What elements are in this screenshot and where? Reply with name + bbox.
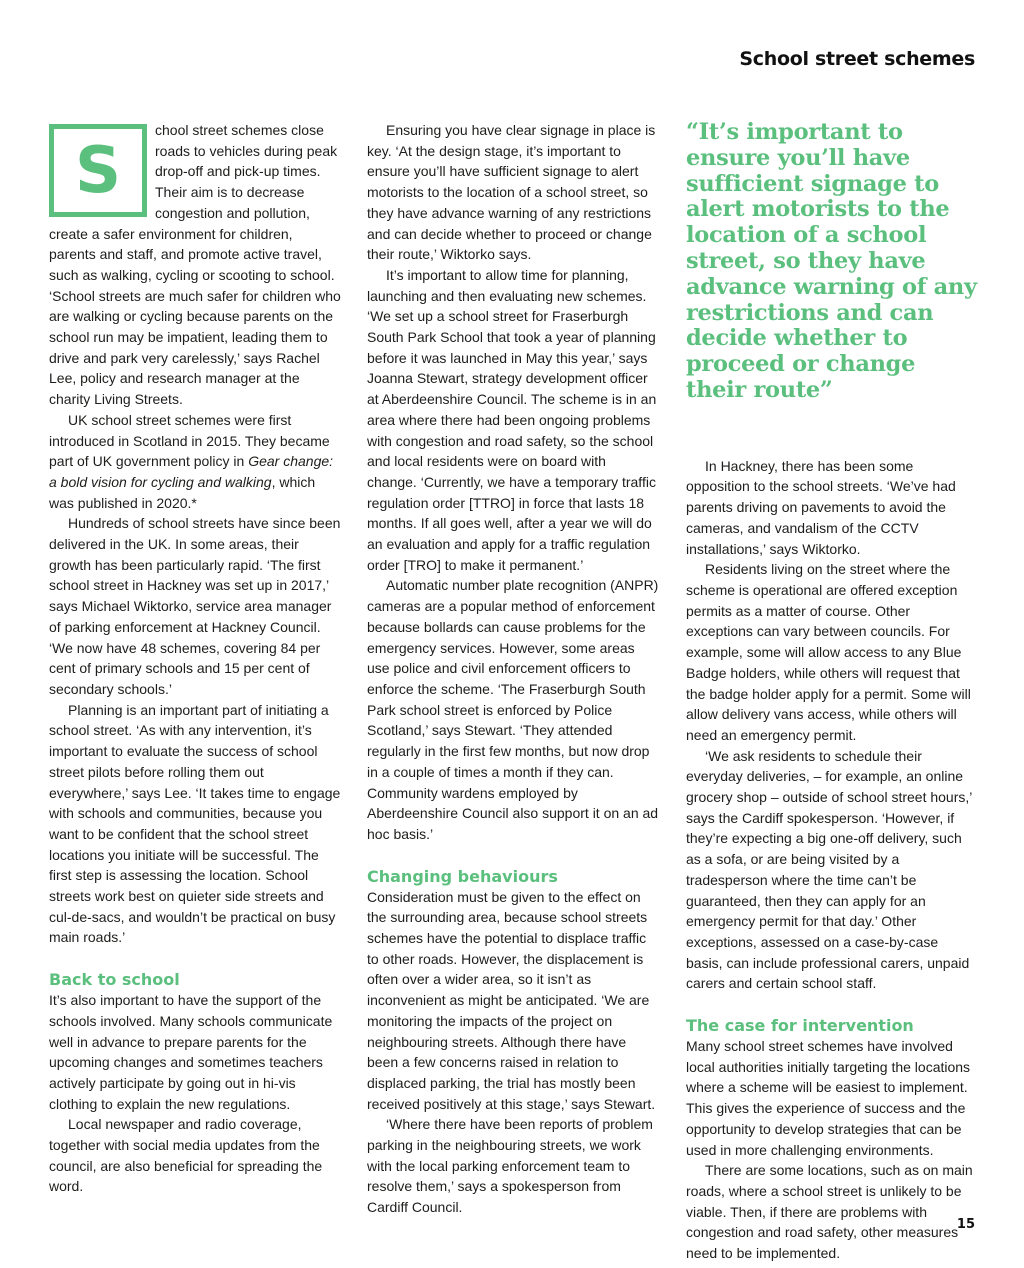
- publication-title: Gear change: a bold vision for cycling and walking: [49, 453, 334, 490]
- paragraph: Ensuring you have clear signage in place is key. ‘At the design stage, it’s important to ensure you’ll have sufficient signage to alert motorists to the location of a school street, so they have advance warning of any restrictions and can decide whether to proceed or change their route,’ Wiktorko says.: [367, 122, 656, 263]
- paragraph: There are some locations, such as on main roads, where a school street is unlikely to be viable. Then, if there are problems with congestion and road safety, other measures need to be implemented.: [686, 1162, 973, 1262]
- page-number: 15: [956, 1217, 975, 1232]
- paragraph: chool street schemes close roads to vehicles during peak drop-off and pick-up times. Their aim is to decrease congestion and pollution, create a safer environment for children, parents and staff, and promote active travel, such as walking, cycling or scooting to school. ‘School streets are much safer for children who are walking or cycling because parents on the school run may be impatient, leading them to drive and park very carelessly,’ says Rachel Lee, policy and research manager at the charity Living Streets.: [49, 122, 341, 408]
- subheading: The case for intervention: [686, 1016, 914, 1036]
- subheading: Changing behaviours: [367, 866, 558, 886]
- article-column-2: [367, 120, 659, 1218]
- paragraph: In Hackney, there has been some opposition to the school streets. ‘We’ve had parents driving on pavements to avoid the cameras, and vandalism of the CCTV installations,’ says Wiktorko.: [686, 457, 956, 557]
- paragraph: Residents living on the street where the scheme is operational are offered exception permits as a matter of course. Other exceptions can vary between councils. For example, some will allow access to any Blue Badge holders, while others will request that the badge holder apply for a permit. Some will allow delivery vans access, while others will need an emergency permit.: [686, 561, 971, 743]
- spacer: [686, 404, 978, 456]
- pull-quote: “It’s important to ensure you’ll have sufficient signage to alert motorists to the location of a school street, so they have advance warning of any restrictions and can decide whether to proceed or change their route”: [686, 119, 977, 403]
- paragraph: It’s also important to have the support of the schools involved. Many schools communicate well in advance to prepare parents for the upcoming changes and sometimes teachers actively participate by going out in hi-vis clothing to explain the new regulations.: [49, 992, 333, 1112]
- paragraph: Hundreds of school streets have since been delivered in the UK. In some areas, their growth has been particularly rapid. ‘The first school street in Hackney was set up in 2017,’ says Michael Wiktorko, service area manager of parking enforcement at Hackney Council. ‘We now have 48 schemes, covering 84 per cent of primary schools and 15 per cent of secondary schools.’: [49, 515, 341, 697]
- paragraph: Many school street schemes have involved local authorities initially targeting the locations where a scheme will be easiest to implement. This gives the experience of success and the opportunity to develop strategies that can be used in more challenging environments.: [686, 1038, 971, 1158]
- paragraph: Local newspaper and radio coverage, together with social media updates from the council, are also beneficial for spreading the word.: [49, 1116, 323, 1195]
- paragraph: Planning is an important part of initiating a school street. ‘As with any intervention, it’s important to evaluate the success of school street pilots before rolling them out everywhere,’ says Lee. ‘It takes time to engage with schools and communities, because you want to be confident that the school street locations you initiate will be successful. The first step is assessing the location. School streets work best on quieter side streets and cul-de-sacs, and wouldn’t be practical on busy main roads.’: [49, 701, 341, 946]
- paragraph: UK school street schemes were first introduced in Scotland in 2015. They became part of UK government policy in Gear change: a bold vision for cycling and walking, which was published in 2020.*: [49, 411, 334, 511]
- subheading: Back to school: [49, 970, 180, 990]
- article-column-1: [49, 120, 341, 1197]
- paragraph: Automatic number plate recognition (ANPR) cameras are a popular method of enforcement because bollards can cause problems for the emergency services. However, some areas use police and civil enforcement officers to enforce the scheme. ‘The Fraserburgh South Park school street is enforced by Police Scotland,’ says Stewart. ‘They attended regularly in the first few months, but now drop in a couple of times a month if they can. Community wardens employed by Aberdeenshire Council also support it on an ad hoc basis.’: [367, 577, 659, 842]
- section-title: School street schemes: [739, 48, 975, 70]
- paragraph: Consideration must be given to the effect on the surrounding area, because school streets schemes have the potential to displace traffic to other roads. However, the displacement is often over a wider area, so it isn’t as inconvenient as might be anticipated. ‘We are monitoring the impacts of the project on neighbouring streets. Although there have been a few concerns raised in relation to displaced parking, the trial has mostly been received positively at this stage,’ says Stewart.: [367, 888, 656, 1112]
- drop-cap: S: [49, 124, 147, 217]
- article-column-3: [686, 120, 978, 1264]
- paragraph: It’s important to allow time for planning, launching and then evaluating new schemes. ‘We set up a school street for Fraserburgh South Park School that took a year of planning before it was launched in May this year,’ says Joanna Stewart, strategy development officer at Aberdeenshire Council. The scheme is in an area where there had been ongoing problems with congestion and road safety, so the school and local residents were on board with change. ‘Currently, we have a temporary traffic regulation order [TTRO] in force that lasts 18 months. If all goes well, after a year we will do an evaluation and apply for a traffic regulation order [TRO] to make it permanent.’: [367, 266, 657, 573]
- paragraph: ‘Where there have been reports of problem parking in the neighbouring streets, we work with the local parking enforcement team to resolve them,’ says a spokesperson from Cardiff Council.: [367, 1116, 653, 1216]
- paragraph: ‘We ask residents to schedule their everyday deliveries, – for example, an online grocery shop – outside of school street hours,’ says the Cardiff spokesperson. ‘However, if they’re expecting a big one-off delivery, such as a sofa, or are being visited by a tradesperson where the time can’t be guaranteed, then they can apply for an emergency permit for that day.’ Other exceptions, assessed on a case-by-case basis, can include professional carers, unpaid carers and certain school staff.: [686, 747, 972, 992]
